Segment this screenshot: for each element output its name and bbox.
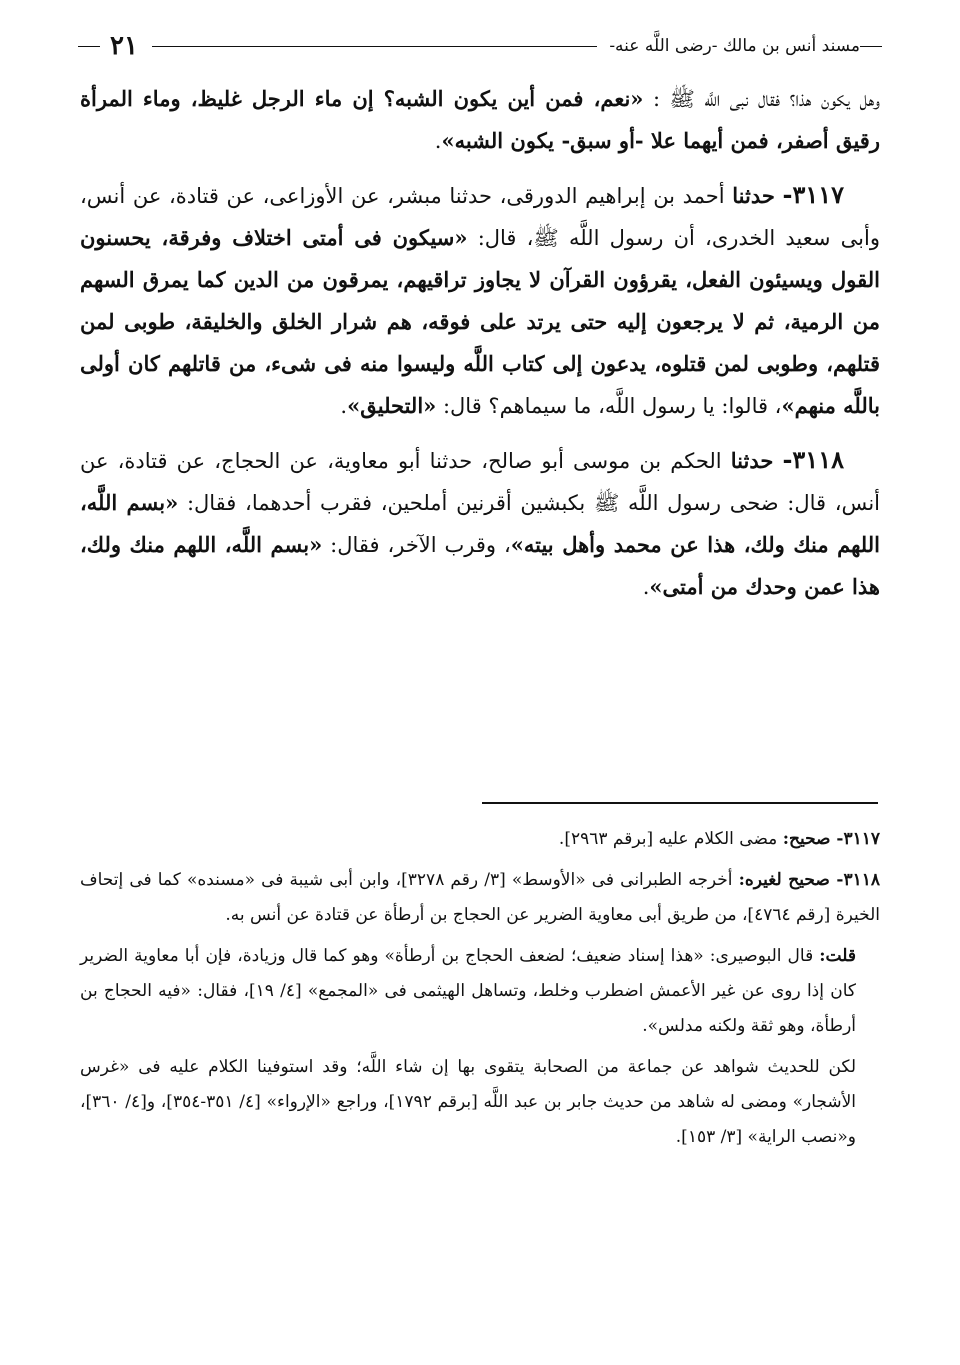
- header-rule-left: [78, 46, 100, 47]
- footnote-head: قلت:: [819, 946, 856, 966]
- hadith-3118: [80, 439, 880, 608]
- hadith-isnad: أحمد بن إبراهيم الدورقى، حدثنا مبشر، عن الأوزاعى، عن قتادة، عن أنس، وأبى سعيد الخدرى، أن رسول اللَّه ﷺ، قال:: [80, 184, 880, 250]
- page-number: ٢١: [110, 31, 138, 61]
- hadith-end: .: [642, 575, 650, 599]
- footnote-head: ٣١١٧- صحيح:: [782, 829, 880, 849]
- haddathana: حدثنا: [732, 183, 775, 208]
- hadith-3117: [80, 174, 880, 427]
- footnote-text: أخرجه الطبرانى فى «الأوسط» [٣/ رقم ٣٢٧٨]، وابن أبى شيبة فى «مسنده» كما فى إتحاف الخيرة [رقم ٤٧٦٤]، من طريق أبى معاوية الضرير عن الحجاج بن أرطأة عن قتادة عن أنس به.: [80, 870, 880, 925]
- hadith-end: .: [340, 394, 348, 418]
- header-rule-right: [860, 46, 882, 47]
- continuation-paragraph: [80, 78, 880, 162]
- hadith-isnad: الحكم بن موسى أبو صالح، حدثنا أبو معاوية، عن الحجاج، عن قتادة، عن أنس، قال: ضحى رسول اللَّه ﷺ بكبشين أقرنين أملحين، فقرب أحدهما، فقال:: [80, 449, 880, 515]
- hadith-number: ٣١١٨-: [782, 445, 844, 474]
- footnote-separator: [482, 802, 878, 804]
- main-text: [80, 78, 880, 620]
- hadith-matn: «بسم اللَّه، اللهم منك ولك، هذا عن محمد وأهل بيته»: [80, 490, 880, 557]
- continuation-end: .: [434, 129, 442, 153]
- footnotes: [80, 822, 880, 1161]
- header-rule: [152, 46, 597, 47]
- hadith-number: ٣١١٧-: [782, 180, 844, 209]
- header-title: مسند أنس بن مالك -رضى اللَّه عنه-: [609, 36, 860, 56]
- hadith-matn: «سيكون فى أمتى اختلاف وفرقة، يحسنون القول ويسيئون الفعل، يقرؤون القرآن لا يجاوز تراقيهم، يمرقون من الدين كما يمرق السهم من الرمية، ثم لا يرجعون إليه حتى يرتد على فوقه، هم شرار الخلق والخليقة، طوبى لمن قتلهم، وطوبى لمن قتلوه، يدعون إلى كتاب اللَّه وليسوا منه فى شىء، من قاتلهم كان أولى باللَّه منهم»: [80, 225, 881, 418]
- hadith-middle: ، وقرب الآخر، فقال:: [322, 533, 511, 557]
- footnote-qultu: [80, 939, 880, 1044]
- running-header: [78, 28, 882, 64]
- footnote-head: ٣١١٨- صحيح لغيره:: [738, 870, 880, 890]
- hadith-middle: ، قالوا: يا رسول اللَّه، ما سيماهم؟ قال:: [436, 394, 782, 418]
- footnote-3118: [80, 863, 880, 933]
- hadith-matn-2: «بسم اللَّه، اللهم منك ولك، هذا عمن وحدك من أمتى»: [80, 532, 880, 599]
- footnote-text: قال البوصيرى: «هذا إسناد ضعيف؛ لضعف الحجاج بن أرطأة» وهو كما قال وزيادة، فإن أبا معاوية الضرير كان إذا روى عن غير الأعمش اضطرب وخلط، وتساهل الهيثمى فى «المجمع» [٤/ ١٩]، فقال: «فيه الحجاج بن أرطأة، وهو ثقة ولكنه مدلس».: [80, 946, 856, 1036]
- hadith-matn-2: «التحليق»: [347, 393, 437, 418]
- footnote-text: مضى الكلام عليه [برقم ٢٩٦٣].: [558, 829, 783, 849]
- footnote-closing: [80, 1050, 880, 1155]
- haddathana: حدثنا: [730, 448, 774, 473]
- continuation-matn: «نعم، فمن أين يكون الشبه؟ إن ماء الرجل غليظ، وماء المرأة رقيق أصفر، فمن أيهما علا -أو سبق- يكون الشبه»: [80, 86, 880, 153]
- footnote-text: لكن للحديث شواهد عن جماعة من الصحابة يتقوى بها إن شاء اللَّه؛ وقد استوفينا الكلام عليه فى «غرس الأشجار» ومضى له شاهد من حديث جابر بن عبد اللَّه [برقم ١٧٩٢]، وراجع «الإرواء» [٤/ ٣٥١-٣٥٤]، و[٤/ ٣٦٠]، و«نصب الراية» [٣/ ١٥٣].: [80, 1057, 857, 1147]
- footnote-3117: [80, 822, 880, 857]
- continuation-lead: وهل يكون هذا؟ فقال نبى اللَّه ﷺ :: [643, 87, 880, 111]
